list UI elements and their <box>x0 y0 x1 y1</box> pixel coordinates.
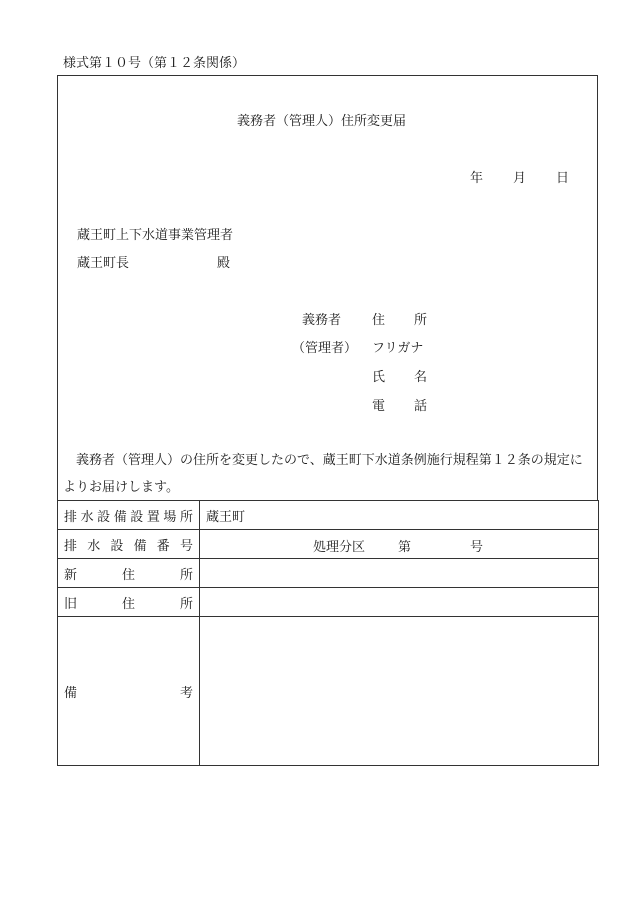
location-value[interactable]: 蔵王町 <box>200 501 599 530</box>
applicant-role: 義務者 <box>302 313 342 328</box>
addressee-line1: 蔵王町上下水道事業管理者 <box>77 228 234 243</box>
remarks-value[interactable] <box>200 617 599 766</box>
old-address-value[interactable] <box>200 588 599 617</box>
statement-text <box>63 447 593 501</box>
name-label-1: 氏 <box>372 370 386 385</box>
date-month: 月 <box>513 171 527 186</box>
remarks-label: 備 考 <box>58 617 200 766</box>
address-label-1: 住 <box>372 313 386 328</box>
phone-label-2: 話 <box>414 399 428 414</box>
location-label: 排 水 設 備 設 置 場 所 <box>58 501 200 530</box>
row-remarks <box>58 617 599 766</box>
area-label: 処理分区 <box>313 540 366 555</box>
no-suffix: 号 <box>470 540 484 555</box>
form-title: 義務者（管理人）住所変更届 <box>237 114 407 129</box>
row-location <box>58 501 599 530</box>
date-year: 年 <box>470 171 484 186</box>
details-table <box>57 500 599 766</box>
equip-no-label: 排 水 設 備 番 号 <box>58 530 200 559</box>
old-address-label: 旧 住 所 <box>58 588 200 617</box>
form-number: 様式第１０号（第１２条関係） <box>63 56 246 71</box>
row-old-address <box>58 588 599 617</box>
no-prefix: 第 <box>398 540 412 555</box>
new-address-value[interactable] <box>200 559 599 588</box>
addressee-honorific: 殿 <box>217 256 231 271</box>
row-new-address <box>58 559 599 588</box>
new-address-label: 新 住 所 <box>58 559 200 588</box>
row-equip-no <box>58 530 599 559</box>
name-label-2: 名 <box>414 370 428 385</box>
furigana-label: フリガナ <box>372 341 424 356</box>
addressee-line2: 蔵王町長 <box>77 256 130 271</box>
phone-label-1: 電 <box>372 399 386 414</box>
date-day: 日 <box>556 171 570 186</box>
address-label-2: 所 <box>414 313 428 328</box>
applicant-role-paren: （管理者） <box>292 341 358 356</box>
statement: 義務者（管理人）の住所を変更したので、蔵王町下水道条例施行規程第１２条の規定によりお届けします。 <box>63 453 583 495</box>
equip-no-value[interactable] <box>200 530 599 559</box>
form-frame <box>57 75 598 500</box>
